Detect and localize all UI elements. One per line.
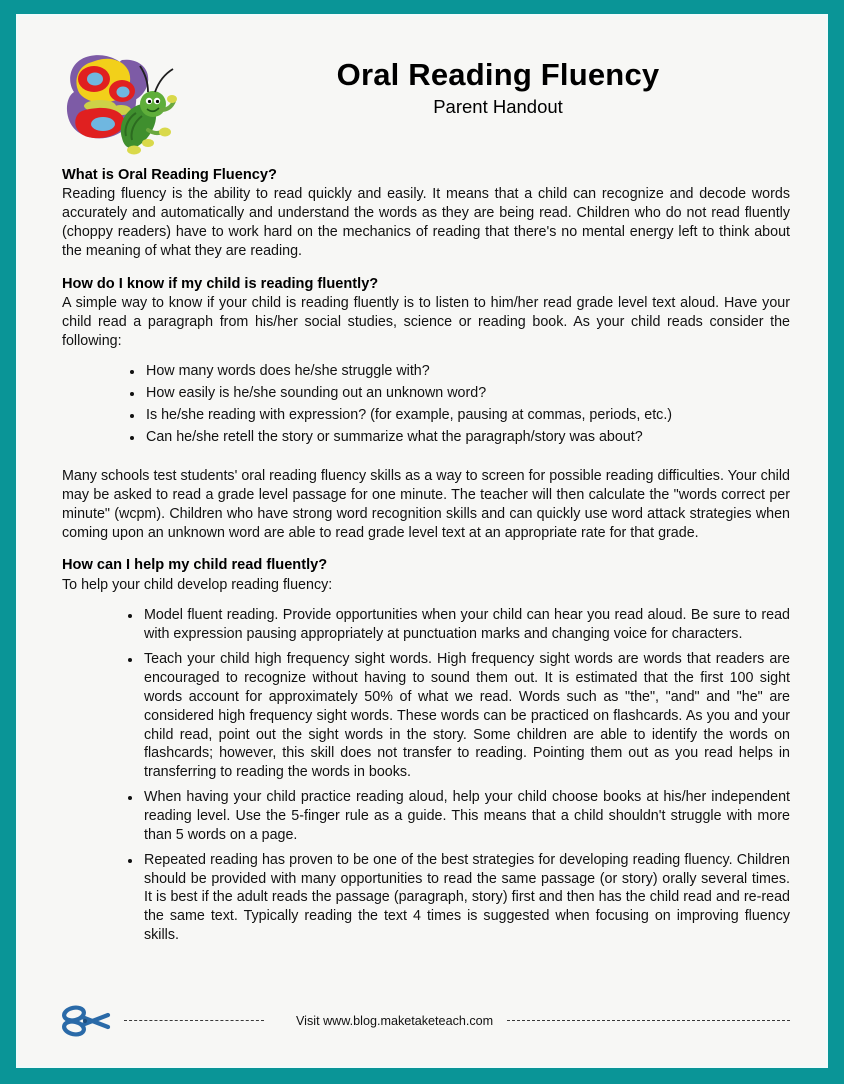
section-how-can-i-help bbox=[62, 556, 790, 945]
help-strategies-list bbox=[118, 606, 790, 945]
list-item: Is he/she reading with expression? (for example, pausing at commas, periods, etc.) bbox=[120, 406, 790, 425]
section-heading: How can I help my child read fluently? bbox=[62, 557, 328, 574]
document-header bbox=[18, 16, 826, 148]
section-paragraph: A simple way to know if your child is reading fluently is to listen to him/her read grade level text aloud. Have your child read a paragraph from his/her social studies, science or reading book. As your child reads consider the following: bbox=[62, 294, 790, 349]
list-item: How easily is he/she sounding out an unknown word? bbox=[120, 384, 790, 403]
section-paragraph: To help your child develop reading fluency: bbox=[62, 576, 333, 593]
section-closing-paragraph: Many schools test students' oral reading fluency skills as a way to screen for possible reading difficulties. Your child may be asked to read a grade level passage for one minute. The teacher will then calculate the "words correct per minute" (wcpm). Children who have strong word recognition skills and can quickly use word attack strategies when coming upon an unknown word are able to read grade level text at an appropriate rate for that grade. bbox=[62, 467, 790, 541]
scissors-icon bbox=[62, 1004, 116, 1038]
butterfly-illustration bbox=[60, 44, 180, 162]
body-area bbox=[62, 166, 790, 959]
list-item: When having your child practice reading aloud, help your child choose books at his/her independent reading level. Use the 5-finger rule as a guide. This means that a child shouldn't struggle with more than 5 words on a page. bbox=[118, 788, 790, 845]
list-item: Teach your child high frequency sight words. High frequency sight words are words that readers are encouraged to recognize without having to sound them out. It is estimated that the first 100 sight words account for approximately 50% of what we read. Words such as "the", "and" and "he" are considered high frequency sight words. These words can be practiced on flashcards. As you and your child read, point out the sight words in the story. Some children are able to identify the words on flashcards; however, this skill does not transfer to reading. Pointing them out as you read helps in transferring to reading the words in books. bbox=[118, 650, 790, 782]
footer-dash-left bbox=[124, 1020, 264, 1022]
list-item: Repeated reading has proven to be one of the best strategies for developing reading fluency. Children should be provided with many opportunities to read the same passage (or story) orally several times. It is best if the adult reads the passage (paragraph, story) first and then has the child read and re-read the same text. Typically reading the text 4 times is suggested when focusing on improving fluency skills. bbox=[118, 851, 790, 945]
list-item: Model fluent reading. Provide opportunities when your child can hear you read aloud. Be sure to read with expression pausing appropriately at punctuation marks and changing voice for characters. bbox=[118, 606, 790, 644]
handout-content bbox=[18, 16, 826, 1066]
document-footer bbox=[62, 998, 790, 1046]
section-what-is-orf bbox=[62, 166, 790, 261]
page-sheet bbox=[18, 16, 826, 1066]
section-heading: What is Oral Reading Fluency? bbox=[62, 167, 277, 183]
section-how-do-i-know bbox=[62, 275, 790, 543]
fluency-check-list bbox=[120, 362, 790, 446]
section-heading: How do I know if my child is reading fluently? bbox=[62, 275, 379, 292]
footer-link-text[interactable]: Visit www.blog.maketaketeach.com bbox=[296, 1014, 494, 1028]
page-subtitle: Parent Handout bbox=[433, 96, 563, 118]
list-item: Can he/she retell the story or summarize what the paragraph/story was about? bbox=[120, 428, 790, 447]
page-title: Oral Reading Fluency bbox=[336, 57, 660, 92]
footer-dash-right bbox=[507, 1020, 790, 1022]
section-paragraph: Reading fluency is the ability to read quickly and easily. It means that a child can recognize and decode words accurately and automatically and understand the words as they are being read. Children who do not read fluently (choppy readers) have to work hard on the mechanics of reading that there's no mental energy left to think about the meaning of what they are reading. bbox=[62, 186, 790, 259]
title-block bbox=[198, 58, 798, 118]
list-item: How many words does he/she struggle with? bbox=[120, 362, 790, 381]
